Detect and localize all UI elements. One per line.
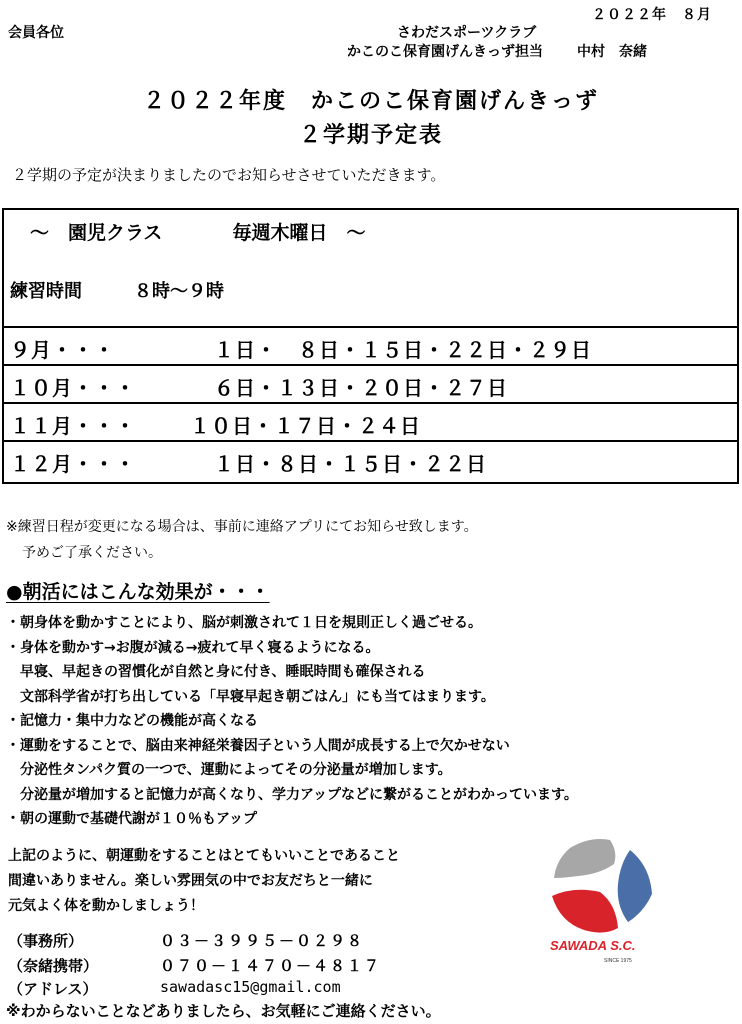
practice-time [10,277,224,303]
month-dates: １０日・１７日・２４日 [190,414,421,438]
effect-line: 文部科学省が打ち出している「早寝早起き朝ごはん」にも当てはまります。 [6,689,495,705]
month-label: １０月・・・ [10,376,136,400]
mobile-label: （奈緒携帯） [8,957,99,975]
effect-line: ・朝の運動で基礎代謝が１０％もアップ [6,811,258,827]
email-address: sawadasc15@gmail.com [160,978,341,996]
month-dates: １日・ ８日・１５日・２２日・２９日 [214,338,592,362]
effect-line: ・記憶力・集中力などの機能が高くなる [6,713,258,729]
logo-text: SAWADA S.C. [550,938,636,953]
logo-since: SINCE 1975 [604,958,632,964]
class-heading [30,218,365,245]
logo-red-shape [552,890,618,933]
month-dates: ６日・１３日・２０日・２７日 [214,376,508,400]
author-role: かこのこ保育園げんきっず担当 [347,44,543,60]
email-contact [8,978,341,999]
month-label: １１月・・・ [10,414,136,438]
office-phone: ０３－３９９５－０２９８ [160,932,365,950]
closing-line: 上記のように、朝運動をすることはとてもいいことであること [8,848,400,864]
recipient: 会員各位 [8,25,64,41]
closing-line: 元気よく体を動かしましょう！ [8,898,204,914]
logo-gray-shape [554,839,615,878]
mobile-phone: ０７０－１４７０－４８１７ [160,957,382,975]
effect-line: 早寝、早起きの習慣化が自然と身に付き、睡眠時間も確保される [6,664,426,680]
author-line [347,41,647,61]
month-label: ９月・・・ [10,338,115,362]
author-name: 中村 奈緒 [577,44,647,60]
office-label: （事務所） [8,932,84,950]
month-dates: １日・８日・１５日・２２日 [214,452,487,476]
closing-line: 間違いありません。楽しい雰囲気の中でお友だちと一緒に [8,873,373,889]
effect-line: ・身体を動かす→お腹が減る→疲れて早く寝るようになる。 [6,640,380,656]
schedule-row-october [4,364,737,402]
organization-name: さわだスポーツクラブ [397,25,537,41]
effect-line: 分泌量が増加すると記憶力が高くなり、学力アップなどに繋がることがわかっています。 [6,787,578,803]
practice-time-value: ８時～９時 [134,281,224,302]
day-label: 毎週木曜日 ～ [232,222,366,244]
effect-line: ・朝身体を動かすことにより、脳が刺激されて１日を規則正しく過ごせる。 [6,615,482,631]
schedule-change-note-2: 予めご了承ください。 [22,545,162,561]
schedule-row-september [4,326,737,364]
document-date: ２０２２年 ８月 [592,7,712,23]
page-title: ２０２２年度 かこのこ保育園げんきっず [142,89,599,114]
class-label: ～ 園児クラス [30,222,163,244]
sawada-sc-logo [548,830,656,970]
page-subtitle: ２学期予定表 [298,123,443,148]
logo-blue-shape [618,850,652,922]
practice-label: 練習時間 [10,281,82,302]
effect-line: 分泌性タンパク質の一つで、運動によってその分泌量が増加します。 [6,762,452,778]
address-label: （アドレス） [8,980,98,998]
month-label: １２月・・・ [10,452,136,476]
schedule-change-note: ※練習日程が変更になる場合は、事前に連絡アプリにてお知らせ致します。 [6,519,478,535]
effect-line: ・運動をすることで、脳由来神経栄養因子という人間が成長する上で欠かせない [6,738,510,754]
contact-footer-note: ※わからないことなどありましたら、お気軽にご連絡ください。 [6,1002,441,1020]
office-contact [8,930,365,951]
schedule-box [2,208,739,484]
mobile-contact [8,955,382,976]
schedule-row-december [4,440,737,478]
closing-message [8,844,400,919]
intro-text: ２学期の予定が決まりましたのでお知らせさせていただきます。 [12,166,446,184]
schedule-row-november [4,402,737,440]
effects-heading: ●朝活にはこんな効果が・・・ [6,581,270,603]
